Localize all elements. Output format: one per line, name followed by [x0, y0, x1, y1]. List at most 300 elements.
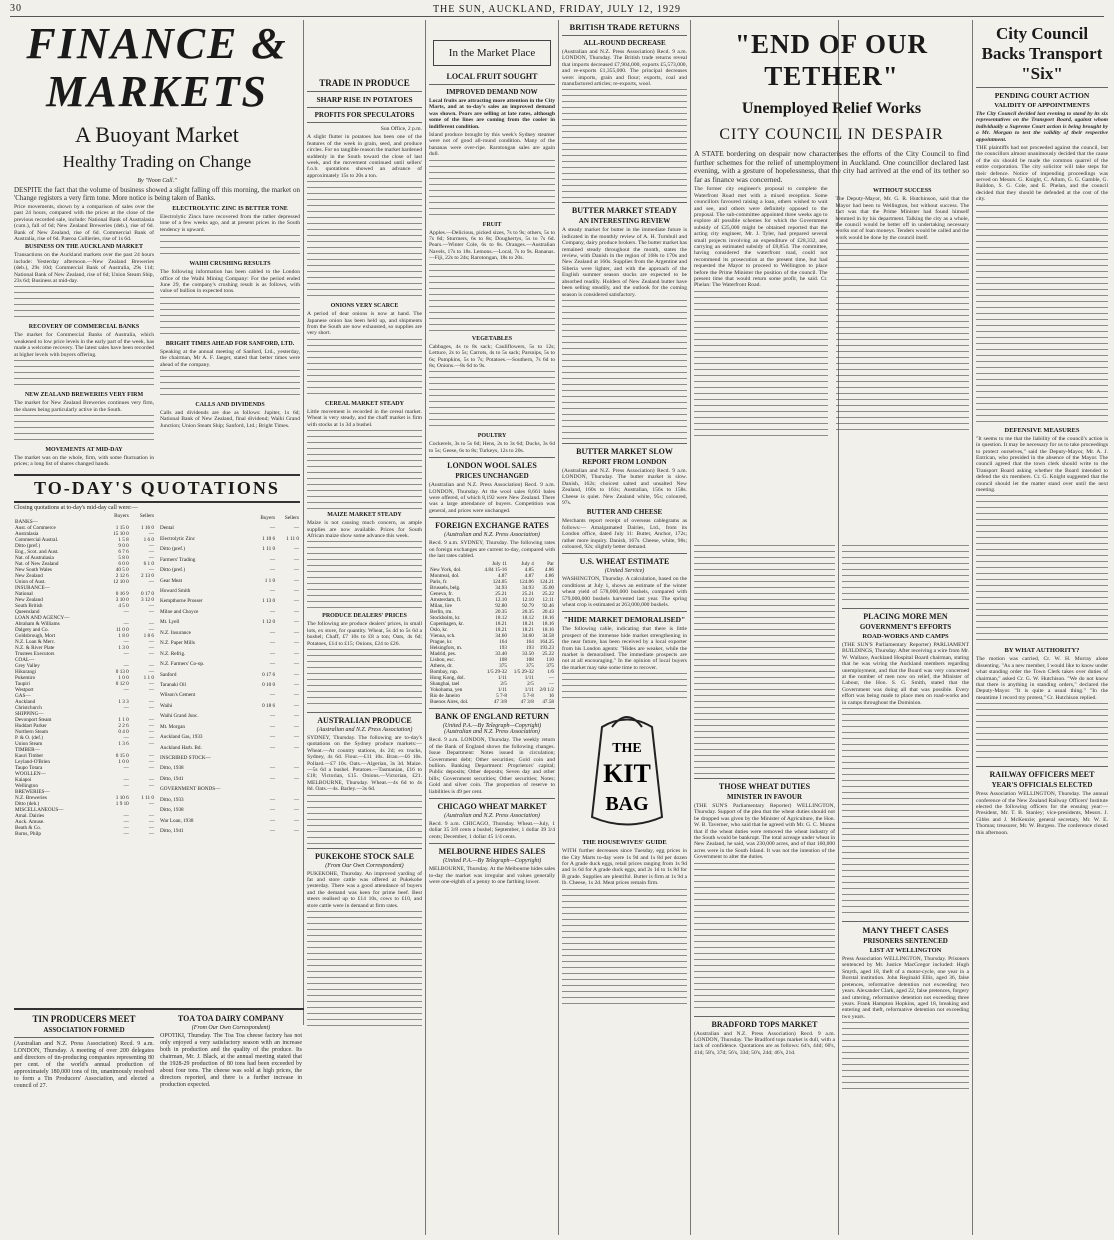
produce-dateline: Sun Office, 2 p.m. [380, 126, 422, 132]
stock-name: Trustees Executors [15, 650, 55, 657]
boe-title: BANK OF ENGLAND RETURN [435, 712, 549, 722]
exchange-rate: 1/6 [547, 669, 554, 676]
dateline: THE SUN, AUCKLAND, FRIDAY, JULY 12, 1929 [432, 3, 682, 15]
exchange-centre: Vienna, sch. [430, 633, 456, 640]
stock-name: Westport [15, 686, 34, 693]
stock-name: Ditto (deb.) [15, 800, 40, 807]
hide-title: "HIDE MARKET DEMORALISED" [563, 615, 686, 625]
buyers-value: — [123, 650, 129, 657]
six-filler-text [976, 205, 1108, 425]
divider [429, 798, 555, 799]
chicago-title: CHICAGO WHEAT MARKET [437, 802, 547, 812]
authority-body: The motion was carried, Cr. W. H. Murray alone dissenting. "As a new member, I would like to know under what standing order the Town Clerk takes over duties of chairman," asked Cr. G. W. Hutchison. "We do not know that there is anything in standing orders," declared the Deputy-Mayor. "It is quite a usual thing." "In the meantime I record my protest," Cr. Hutchison replied. [976, 656, 1108, 701]
stock-name: Grey Valley [15, 662, 40, 669]
exchange-col: July 4 [521, 561, 534, 568]
dairy-subtitle: (From Our Own Correspondent) [191, 1025, 271, 1031]
quotations-header-row [159, 513, 300, 523]
thefts-filler-text [842, 1022, 969, 1092]
tether-continued-text [694, 545, 835, 775]
quotations-table-left [14, 513, 155, 837]
exchange-rate: 20.43 [542, 609, 554, 616]
stock-name: N.Z. Loan & Merc. [15, 638, 56, 645]
buyers-value: — [123, 812, 129, 819]
buyers-value: 1 10 6 [262, 535, 276, 542]
tether-lede: A STATE bordering on despair now characterises the efforts of the City Council to find further schemes for the relief of unemployment in Auckland. One councillor declared last evening, with a gesture of hopelessness, that the city had arrived at the end of its tether so far as finance was concerned. [694, 149, 969, 184]
sellers-value: — [148, 782, 154, 789]
stock-name: Queensland [15, 608, 40, 615]
exchange-rate: 18.21 [495, 621, 507, 628]
exchange-rate: 1/11 [524, 675, 534, 682]
tether-sub-success: WITHOUT SUCCESS [873, 188, 932, 195]
buyers-value: 0 18 6 [262, 702, 276, 709]
wheat-estimate-subtitle: (United Service) [604, 568, 645, 575]
sellers-value: 6 1 0 [143, 560, 154, 567]
sellers-value: — [148, 704, 154, 711]
sellers-value: — [293, 588, 299, 594]
sellers-value: — [148, 740, 154, 747]
exchange-rate: 1/11 [497, 687, 507, 694]
dairy-body: OPOTIKI, Thursday. The Toa Toa cheese factory has not only enjoyed a very satisfactory season with an increase both in production and the quality of the produce. Its chairman, Mr. J. Black, at the annual meeting stated that the 1928-29 production of 80 tons had been exceeded by about four tons. The cheese was sold at high prices, the directors reported, and there is a further increase in production expected. [160, 1033, 302, 1088]
defensive-filler-text [976, 495, 1108, 645]
exchange-rate: 4.87 [497, 573, 507, 580]
quotation-row [159, 523, 300, 533]
exchange-col: Par [547, 561, 554, 568]
sellers-value: — [148, 734, 154, 741]
fruit-body-fruit: Apples.—Delicious, picked sizes, 7s to 9s; others, 5s to 7s 6d; Sturmers, 6s to 8s; Doughertys, 5s to 7s 6d. Pears.—Winter Cole, 6s to 8s. Oranges.—Australian Navels, 17s to 18s. Lemons.—Local, 7s to 9s. Bananas.—Fiji, 22s to 24s; Rarotongan, 18s to 20s. [429, 229, 555, 262]
sellers-value: — [148, 578, 154, 585]
quotation-row [159, 648, 300, 658]
chicago-subtitle: (Australian and N.Z. Press Association) [444, 813, 540, 820]
quotation-row [159, 826, 300, 837]
sellers-value: — [148, 812, 154, 819]
exchange-centre: Shanghai, tael [430, 681, 460, 688]
stock-name: Pukemiro [15, 674, 36, 681]
buyers-value [251, 784, 276, 794]
exchange-rate: 18.16 [542, 621, 554, 628]
sellers-value: — [293, 640, 299, 647]
tin-article [14, 1012, 154, 1232]
quotation-row [159, 554, 300, 564]
exchange-centre: Berlin, rm. [430, 609, 453, 616]
sellers-value: — [148, 620, 154, 627]
quotation-row [159, 711, 300, 721]
pukekohe-body: PUKEKOHE, Thursday. An improved yarding of fat and store cattle was offered at Pukekohe yesterday. There was a good attendance of buyers and the demand was keen for prime beef. Best steers realised up to £14 10s, cows to £10, and store cattle were in demand at firm rates. [307, 870, 422, 909]
exchange-rate: 33.40 [495, 651, 507, 658]
fruit-filler-text [429, 371, 555, 431]
buyers-value: — [123, 764, 129, 771]
exchange-rate: 35.00 [542, 585, 554, 592]
stock-name: Northern Steam [15, 728, 48, 735]
buyers-value: — [269, 588, 276, 594]
buyers-value: 4 5 0 [118, 602, 129, 609]
stock-name: Waihi Grand Junc. [160, 713, 199, 720]
buyers-value: — [269, 650, 276, 657]
thefts-head3: LIST AT WELLINGTON [869, 947, 942, 955]
bottom-rule [14, 1008, 304, 1010]
fruit-title: LOCAL FRUIT SOUGHT [446, 72, 538, 81]
finance-body-h: The market was on the whole, firm, with some fluctuation in prices; a long list of shares changed hands. [14, 454, 154, 468]
exchange-rate: 4.87 [524, 573, 534, 580]
buyers-value: 1 11 0 [262, 546, 276, 553]
produce-filler-text [307, 339, 422, 399]
fruit-body: Island produce brought by this week's Sydney steamer were not of good all-round condition. Many of the bananas were over-ripe. Rarotongan sales are again dull. [429, 132, 555, 158]
wool-body: (Australian and N.Z. Press Association) Recd. 9 a.m. LONDON, Thursday. At the wool sales 8,661 bales were offered, of which 8,192 were New Zealand. There was a large attendance of buyers. Competition was general, and prices were unchanged. [429, 482, 555, 514]
stock-name: Waihi [160, 702, 173, 709]
stock-name: Union of Aust. [15, 578, 46, 585]
finance-body-b: Transactions on the Auckland markets over the past 24 hours include: Yesterday afternoon.—New Zealand Breweries (deb.), 29s 10d; Commercial Bank of Australia, 29s 11d; National Bank of New Zealand, rise of 6d; Union Steam Ship, 23s 6d; Business at mid-day. [14, 252, 154, 285]
finance-body-d: Electrolytic Zincs have recovered from the rather depressed tone of a few weeks ago, and at present prices in the South tendency is upward. [160, 214, 300, 233]
thefts-title: MANY THEFT CASES [862, 925, 949, 936]
exchange-rate: 164 [526, 639, 534, 646]
quotation-row [159, 690, 300, 700]
british-trade-title: BRITISH TRADE RETURNS [569, 22, 680, 32]
stock-name: Auckland Harb. Bd. [160, 744, 202, 751]
exchange-rate: 12.11 [542, 597, 554, 604]
butter-steady-subtitle: AN INTERESTING REVIEW [578, 217, 671, 226]
exchange-rate: 12.10 [522, 597, 534, 604]
finance-col-right [160, 204, 300, 470]
stock-name: Mt. Lyell [160, 619, 180, 626]
buyers-value: — [123, 824, 129, 831]
tether-body-success: The Deputy-Mayor, Mr. G. R. Hutchinson, said that the Mayor had been to Wellington, but without success. The fact was that the Prime Minister had found himself hemmed in by his department. Talking the city as a whole, the council would be better off in undertaking necessary works out of loan moneys. Tenders would be called and the work would be done by the council itself. [835, 196, 969, 241]
exchange-centre: Lisbon, esc. [430, 657, 455, 664]
buyers-value: 1 3 0 [118, 644, 129, 651]
six-subtitle: PENDING COURT ACTION [994, 91, 1090, 100]
fruit-subtitle: IMPROVED DEMAND NOW [446, 88, 538, 96]
buyers-value: 0 16 9 [115, 590, 129, 597]
stock-name: Leyland-O'Brien [15, 758, 50, 765]
quotations-title: TO-DAY'S QUOTATIONS [14, 474, 300, 503]
butter-slow-subtitle: REPORT FROM LONDON [582, 457, 667, 466]
finance-filler-text [14, 415, 154, 445]
tether-col-left [694, 186, 828, 441]
finance-body-i: The market for New Zealand Breweries continues very firm, the shares being particularly active in the South. [14, 400, 154, 413]
placing-head3: ROAD-WORKS AND CAMPS [862, 633, 949, 640]
produce-head2: SHARP RISE IN POTATOES [316, 95, 413, 104]
hide-body: The following cable, indicating that there is little prospect of the immense hide market strengthening in the near future, has been received by a local exporter from his London agents: "Hides are weaker, while the market is demoralised. The immediate prospects are not at all encouraging." In the opinion of local buyers the market may take some time to recover. [562, 626, 687, 671]
quotations-subtitle: Closing quotations at to-day's mid-day call were:— [14, 504, 138, 511]
buyers-value: — [123, 638, 129, 645]
sellers-value: — [148, 764, 154, 771]
buyers-value: — [269, 713, 276, 720]
kitbag-filler-text [562, 889, 687, 1009]
exchange-body: Recd. 9 a.m. SYDNEY, Thursday. The following rates on foreign exchanges are current to-day, compared with the last rates cabled. [429, 540, 555, 559]
british-trade-subtitle: ALL-ROUND DECREASE [583, 39, 666, 47]
melbourne-body: MELBOURNE, Thursday. At the Melbourne hides sales to-day the market was irregular and values generally were one-eighth of a penny to one farthing lower. [429, 866, 555, 886]
butter-slow-body: (Australian and N.Z. Press Association) Recd. 9 a.m. LONDON, Thursday. The butter market is slow. Danish, 162s; choicest salted and unsalted New Zealand, 160s to 161s; Australian, 156s to 158s. Cheese is quiet. New Zealand white, 95s; coloured, 97s. [562, 467, 687, 506]
produce-sub-maize: MAIZE MARKET STEADY [327, 512, 402, 519]
stock-name: Ditto, 1938 [160, 807, 184, 814]
divider [842, 608, 969, 609]
quotation-row [159, 721, 300, 731]
divider [307, 91, 422, 92]
stock-name: Taupo Totara [15, 764, 43, 771]
exchange-rate: 12.10 [495, 597, 507, 604]
stock-name: Ditto, 1938 [160, 765, 184, 772]
divider [307, 848, 422, 849]
finance-sub-recovery: RECOVERY OF COMMERCIAL BANKS [28, 324, 140, 331]
butter-cheese-body: Merchants report receipt of overseas cablegrams as follows:— Amalgamated Dairies, Ltd., from its London office, dated July 11: Butter, Anchor, 172s; rather more inquiry. Danish, 167s. Cheese, white, 98s; coloured, 92s; slightly better demand. [562, 518, 687, 550]
stock-name: SHIPPING— [15, 710, 44, 717]
buyers-value: 0 10 0 [262, 681, 276, 688]
buyers-value: 3 10 0 [115, 596, 129, 603]
exchange-centre: Copenhagen, kr. [430, 621, 464, 628]
tether-columns [694, 186, 969, 441]
stock-name: N.Z. Insurance [160, 629, 191, 636]
sellers-value: — [148, 800, 154, 807]
sellers-value: — [148, 728, 154, 735]
thefts-subtitle: PRISONERS SENTENCED [863, 937, 948, 946]
six-body: THE plaintiffs had not proceeded against the council, but the councillors almost unanimously decided that the cause of the six should be made the common quarrel of the entire corporation. The city solicitor will take steps for their defence. Notice of impending proceedings was served on Messrs. G. Knight, C. Allum, G. G. Gamble, G. Baildon, S. G. Cole, and E. Phelan, and the council decided that they should be defended at the cost of the city. [976, 145, 1108, 203]
sellers-value: — [293, 525, 299, 532]
finance-byline: By "Noon Call." [137, 178, 177, 184]
sellers-value: — [148, 680, 154, 687]
quotation-row [159, 586, 300, 596]
sellers-value: — [148, 638, 154, 645]
railway-body: Press Association WELLINGTON, Thursday. The annual conference of the New Zealand Railway Officers' Institute elected the following officers for the ensuing year:— President, Mr. T. B. Stanley; vice-presidents, Messrs. J. Gibbs and J. McKenzie; general secretary, Mr. W. E. Thomas; treasurer, Mr. W. Burgess. The conference closed this afternoon. [976, 791, 1108, 836]
stock-name: Beath & Co. [15, 824, 42, 831]
exchange-rate: 34.60 [522, 633, 534, 640]
finance-sub-movements: MOVEMENTS AT MID-DAY [45, 446, 123, 453]
exchange-subtitle: (Australian and N.Z. Press Association) [444, 532, 540, 539]
stock-name: MISCELLANEOUS— [15, 806, 64, 813]
divider [429, 457, 555, 458]
exchange-rate: 4.85 [524, 567, 534, 574]
stock-name: Ditto, 1933 [160, 796, 184, 803]
stock-name: Australasia [15, 530, 39, 537]
stock-name: Farmers' Trading [160, 556, 196, 563]
stock-name: Kaiapoi [15, 776, 32, 783]
exchange-rate: 2/5 [527, 681, 534, 688]
exchange-rate: 92.46 [542, 603, 554, 610]
buyers-value: — [269, 817, 276, 824]
stock-name: Hikurangi [15, 668, 37, 675]
finance-col-left [14, 204, 154, 470]
page-number: 30 [10, 3, 22, 14]
quotations-table-right [159, 513, 300, 837]
railway-subtitle: YEAR'S OFFICIALS ELECTED [991, 781, 1093, 790]
buyers-value: — [269, 734, 276, 741]
stock-name: Amal. Dairies [15, 812, 45, 819]
stock-name: Ditto (pref.) [15, 542, 41, 549]
sellers-value: — [293, 692, 299, 699]
produce-head3: PROFITS FOR SPECULATORS [314, 111, 415, 119]
placing-filler-text [842, 708, 969, 918]
tether-lower-left [694, 545, 835, 1235]
finance-body-e: The following information has been cabled to the London office of the Waihi Mining Company: For the period ended June 29, the company's crushing result is as follows, with value of bullion in expected tons. [160, 269, 300, 295]
exchange-rate: 34.93 [522, 585, 534, 592]
stock-name: BREWERIES— [15, 788, 50, 795]
sellers-value: — [148, 830, 154, 837]
fruit-sub-poultry: POULTRY [477, 433, 507, 440]
exchange-centre: Bombay, rup. [430, 669, 459, 676]
tether-subhead: CITY COUNCIL IN DESPAIR [719, 126, 944, 143]
exchange-rate: 92.79 [522, 603, 534, 610]
sellers-value: — [148, 686, 154, 693]
exchange-centre: Stockholm, kr. [430, 615, 461, 622]
tether-title: "END OF OUR TETHER" [735, 29, 928, 91]
finance-body-c: The market for Commercial Banks of Australia, which weakened to low price levels in the early part of the week, has made a welcome recovery. The latest sales have been recorded at higher levels with buyers offering. [14, 332, 154, 358]
british-trade-filler-text [562, 89, 687, 199]
exchange-rate: 164.25 [539, 639, 554, 646]
bradford-body: (Australian and N.Z. Press Association) Recd. 9 a.m. LONDON, Thursday. The Bradford tops market is dull, with a lack of confidence. Quotations are as follows: 64's, 44d; 60's, 41d; 58's, 37d; 56's, 33d; 50's, 24d; 46's, 21d. [694, 1030, 835, 1056]
finance-lede: DESPITE the fact that the volume of business showed a slight falling off this morning, the market on 'Change registers a very firm tone. More notice is being taken of Banks. [14, 186, 300, 202]
produce-sub-onions: ONIONS VERY SCARCE [330, 303, 399, 310]
buyers-value: — [123, 608, 129, 615]
buyers-value: 1 3 3 [118, 698, 129, 705]
kitbag-word1: THE [612, 741, 642, 757]
market-column [429, 20, 555, 1235]
stock-name: National [15, 590, 33, 597]
buyers-value: 1 13 0 [262, 598, 276, 605]
kitbag-body: WITH further decreases since Tuesday, egg prices in the City Marts to-day were 1s 9d and 1s 8d per dozen for A grade duck eggs, retail prices ranging from 1s 9d and 1s 6d for A grade duck eggs, and 2s 1d to 1s 8d for B grade. Supplies are plentiful. Butter is firm at 1s 9d a lb. Cheese, 1s 2d. Meat prices remain firm. [562, 848, 687, 887]
buyers-value: 1 10 6 [115, 794, 129, 801]
col-sellers: Sellers [139, 512, 154, 519]
stock-name: Mt. Morgan [160, 723, 185, 730]
sellers-value: — [148, 716, 154, 723]
british-trade-body: (Australian and N.Z. Press Association) Recd. 9 a.m. LONDON, Thursday. The British trade returns reveal that imports decreased £7,904,000, exports £5,573,000, and re-exports £1,355,000. The principal decreases were: imports, grain and flour; exports, coal and manufactured articles; re-exports, wool. [562, 49, 687, 88]
column-rule [558, 20, 559, 1235]
pukekohe-title: PUKEKOHE STOCK SALE [315, 851, 414, 861]
stock-name: N.Z. Refrig. [160, 650, 186, 657]
stock-name: Devonport Steam [15, 716, 52, 723]
exchange-row [429, 699, 555, 705]
stock-name: GAS— [15, 692, 31, 699]
stock-name: Howard Smith [160, 588, 191, 594]
sellers-value: — [148, 608, 154, 615]
dairy-article [160, 1012, 302, 1232]
melbourne-subtitle: (United P.A.—By Telegraph—Copyright) [442, 858, 542, 865]
finance-sub-business: BUSINESS ON THE AUCKLAND MARKET [25, 244, 143, 251]
exchange-rate: 25.22 [542, 591, 554, 598]
buyers-value: — [123, 662, 129, 669]
quotation-row [159, 732, 300, 742]
sellers-value: 0 17 0 [141, 590, 154, 597]
sellers-value: — [293, 619, 299, 626]
stock-name: Christchurch [15, 704, 42, 711]
sellers-value: — [148, 602, 154, 609]
stock-name: Ditto (pref.) [160, 567, 186, 574]
exchange-title: FOREIGN EXCHANGE RATES [435, 521, 549, 531]
sellers-value: — [293, 817, 299, 824]
sellers-value: — [293, 577, 299, 584]
produce-filler-text [307, 649, 422, 709]
pukekohe-filler-text [307, 911, 422, 1031]
produce-body-maize: Maize is not causing much concern, as ample supplies are now available. Prices for South African maize show some advance this week. [307, 520, 422, 539]
market-place-banner: In the Market Place [433, 40, 551, 66]
sellers-value: — [293, 556, 299, 563]
stock-name: N.Z. Farmers' Co-op. [160, 661, 205, 668]
buyers-value: — [269, 567, 276, 574]
quotations-tables [14, 513, 300, 837]
exchange-rate: 2/0 1/2 [539, 687, 554, 694]
buyers-value: 6 7 6 [118, 548, 129, 555]
exchange-rate: 108 [526, 657, 534, 664]
exchange-rate: 1/5 29-32 [513, 669, 534, 676]
butter-slow-title: BUTTER MARKET SLOW [576, 446, 673, 456]
exchange-rate: 124.05 [492, 579, 507, 586]
sellers-value: — [293, 567, 299, 574]
exchange-rate: 375 [499, 663, 507, 670]
stock-name: Union Steam [15, 740, 43, 747]
sellers-value: — [148, 626, 154, 633]
wool-subtitle: PRICES UNCHANGED [455, 472, 529, 481]
tether-col-right [836, 186, 970, 441]
quotation-row [159, 565, 300, 575]
tether-article [694, 20, 969, 540]
produce-filler-text [307, 430, 422, 510]
exchange-centre: Hong Kong, dol. [430, 675, 465, 682]
exchange-rate: 25.22 [542, 651, 554, 658]
aus-produce-body: SYDNEY, Thursday. The following are to-day's quotations on the Sydney produce markets:— Wheat.—At country stations, 4s 2d; ex trucks, Sydney, 4s 6d. Flour.—£11 10s. Bran.—£6 10s. Pollard.—£7 10s. Oats.—Algerian, 3s 3d. Maize.—5s 6d a bushel. Potatoes.—Tasmanian, £16 to £18; Victorian, £15. Onions.—Victorian, £21. MELBOURNE, Thursday. Wheat.—4s 6d to 4s 8d. Oats.—4s. Barley.—3s 6d. [307, 734, 422, 793]
produce-title: TRADE IN PRODUCE [319, 78, 410, 88]
masthead [10, 2, 1104, 17]
finance-headline: A Buoyant Market [75, 122, 239, 147]
stock-name: Dalgety and Co. [15, 626, 49, 633]
stock-name: N.Z. Paper Mills [160, 640, 195, 647]
finance-sub-waihi: WAIHI CRUSHING RESULTS [189, 261, 271, 268]
exchange-centre: Athens, dr. [430, 663, 453, 670]
sellers-value: — [148, 542, 154, 549]
exchange-rate: 34.60 [495, 633, 507, 640]
quotation-row [159, 815, 300, 825]
exchange-centre: New York, dol. [430, 567, 462, 574]
finance-sub-sanford: BRIGHT TIMES AHEAD FOR SANFORD, LTD. [165, 340, 295, 347]
buyers-value: — [123, 686, 129, 693]
buyers-value: 9 0 0 [118, 542, 129, 549]
aus-produce-filler-text [307, 795, 422, 845]
quotation-row [159, 763, 300, 773]
tin-title: TIN PRODUCERS MEET [32, 1014, 136, 1024]
produce-body-cereal: Little movement is recorded in the cereal market. Wheat is very steady, and the chaff market is firm with stocks at 1s 3d a bushel. [307, 408, 422, 428]
stock-name: Eng., Scot. and Aust. [15, 548, 59, 555]
quotation-row [159, 805, 300, 815]
stock-name: N.Z. & River Plate [15, 644, 55, 651]
placing-body: (THE SUN'S Parliamentary Reporter) PARLIAMENT BUILDINGS, Thursday. After receiving a wire from Mr. W. Wallace, Auckland Hospital Board chairman, stating that he was wiring the Auckland members regarding unemployment, and that the Board was very concerned at the number of men now on relief, the Minister of Labour, the Hon. S. G. Smith, stated that the Government was doing all that was possible. Every effort was being made to place men on road-works and in camps throughout the Dominion. [842, 642, 969, 706]
sellers-value: — [293, 744, 299, 751]
sellers-value: — [148, 698, 154, 705]
exchange-rate: 124.21 [539, 579, 554, 586]
stock-name: Nat. of Australasia [15, 554, 54, 561]
column-rule [690, 20, 691, 1235]
exchange-rate: 34.93 [495, 585, 507, 592]
buyers-value: 1 9 10 [115, 800, 129, 807]
buyers-value: — [269, 692, 276, 699]
stock-name: LOAN AND AGENCY— [15, 614, 70, 621]
buyers-value: — [269, 608, 276, 615]
wheat-duties-title: THOSE WHEAT DUTIES [718, 782, 811, 791]
quotation-row [159, 607, 300, 617]
col-buyers: Buyers [260, 514, 276, 521]
sellers-value: — [293, 796, 299, 803]
exchange-rate: 18.16 [542, 627, 554, 634]
exchange-rate: — [548, 681, 554, 688]
divider [429, 708, 555, 709]
tether-headline: Unemployed Relief Works [741, 100, 922, 117]
exchange-rate: 25.21 [495, 591, 507, 598]
stock-name: New Zealand [15, 596, 43, 603]
divider [694, 778, 835, 779]
defensive-body: "It seems to me that the liability of the council's action is in question. It may be necessary for us to take proceedings to protect ourselves," said the Deputy-Mayor, Mr. A. J. Entrican, who presided in the absence of the Mayor. The council agreed that the town clerk should write to the Transport Board asking whether the Board intended to defend the six members. Cr. G. Knight suggested that the council should let the matter stand over until the next meeting. [976, 435, 1108, 493]
sellers-value: — [293, 828, 299, 835]
stock-name: Ditto, 1941 [160, 775, 184, 782]
exchange-rate: 25.21 [522, 591, 534, 598]
sellers-value: — [148, 824, 154, 831]
divider [562, 443, 687, 444]
tether-filler-text [694, 291, 828, 441]
sellers-value: — [148, 668, 154, 675]
buyers-value: — [269, 828, 276, 835]
